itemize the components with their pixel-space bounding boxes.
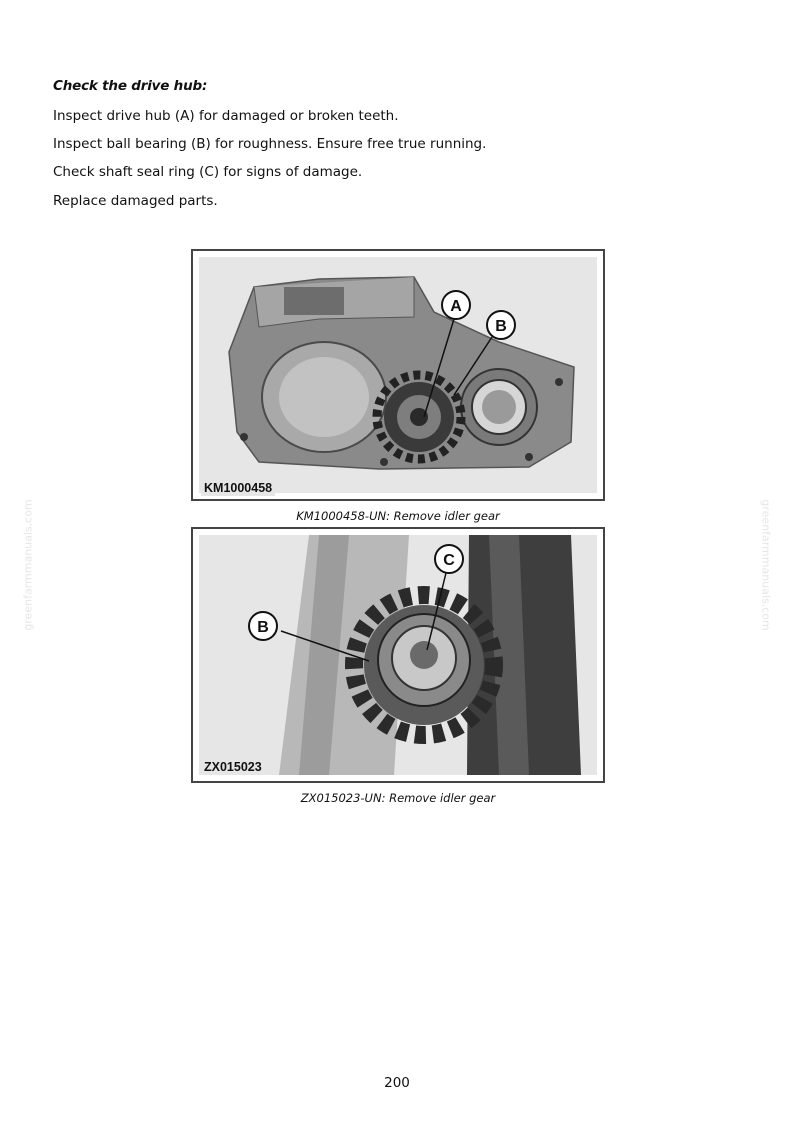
callout-b-label: B (495, 318, 507, 335)
callout-a (442, 291, 470, 319)
figure-code-1: KM1000458 (201, 480, 275, 496)
gearbox-photo (199, 257, 597, 493)
figure-caption-1: KM1000458-UN: Remove idler gear (296, 509, 500, 523)
callout-b-label: B (257, 619, 269, 636)
idler-gear (354, 595, 494, 735)
figure-gearbox-housing (191, 249, 605, 501)
section-heading: Check the drive hub: (53, 78, 208, 94)
callout-a-label: A (450, 298, 462, 315)
watermark-right: greenfarmmanuals.com (759, 499, 773, 631)
figure-code-2: ZX015023 (201, 759, 265, 775)
instruction-ball-bearing: Inspect ball bearing (B) for roughness. Ensure free true running. (53, 136, 487, 152)
page-number: 200 (384, 1075, 410, 1091)
instruction-seal-ring: Check shaft seal ring (C) for signs of damage. (53, 164, 363, 180)
callout-c-label: C (443, 552, 455, 569)
instruction-drive-hub: Inspect drive hub (A) for damaged or broken teeth. (53, 108, 399, 124)
callout-b (487, 311, 515, 339)
idler-gear-photo (199, 535, 597, 775)
callout-c (435, 545, 463, 573)
watermark-left: greenfarmmanuals.com (21, 499, 35, 631)
figure-idler-gear (191, 527, 605, 783)
callout-b (249, 612, 277, 640)
instruction-replace-parts: Replace damaged parts. (53, 193, 218, 209)
figure-caption-2: ZX015023-UN: Remove idler gear (300, 791, 496, 805)
